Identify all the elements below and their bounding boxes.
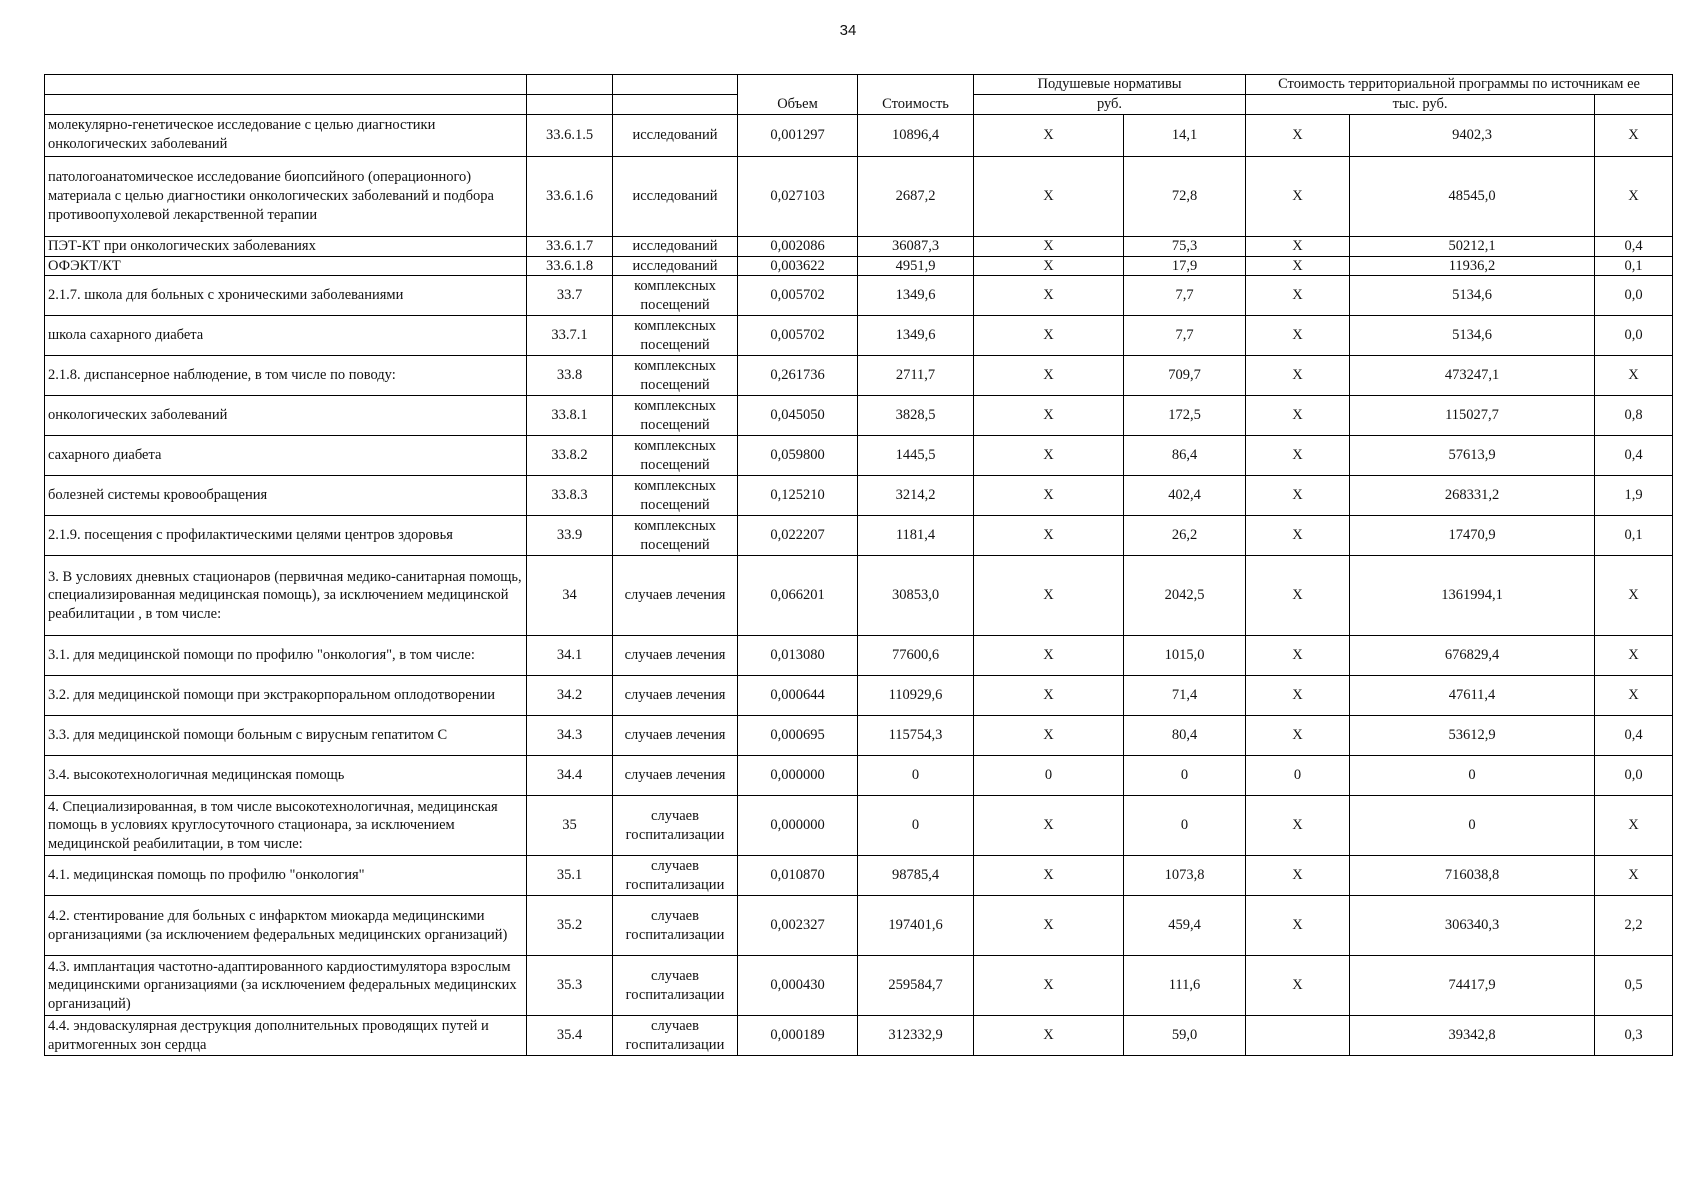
row-name: 3. В условиях дневных стационаров (первичная медико-санитарная помощь, специализированная медицинская помощь), за исключением медицинской реабилитации , в том числе: (45, 556, 527, 636)
row-territorial-3: 0,3 (1595, 1016, 1673, 1056)
table-row (45, 896, 1673, 956)
row-unit: случаев лечения (613, 636, 738, 676)
row-territorial-3: 0,1 (1595, 516, 1673, 556)
row-cost: 1181,4 (858, 516, 974, 556)
row-code: 33.6.1.7 (527, 236, 613, 256)
row-territorial-2: 676829,4 (1350, 636, 1595, 676)
row-unit: комплексных посещений (613, 396, 738, 436)
normatives-table (44, 74, 1673, 1056)
row-code: 33.9 (527, 516, 613, 556)
row-name: 4.1. медицинская помощь по профилю "онкология" (45, 856, 527, 896)
row-territorial-3: 2,2 (1595, 896, 1673, 956)
row-per-capita-1: Х (974, 256, 1124, 276)
row-unit: случаев лечения (613, 756, 738, 796)
row-name: 3.2. для медицинской помощи при экстракорпоральном оплодотворении (45, 676, 527, 716)
row-unit: исследований (613, 114, 738, 156)
row-volume: 0,059800 (738, 436, 858, 476)
row-per-capita-1: Х (974, 276, 1124, 316)
table-row (45, 396, 1673, 436)
row-per-capita-1: Х (974, 476, 1124, 516)
row-unit: случаев лечения (613, 556, 738, 636)
row-volume: 0,002327 (738, 896, 858, 956)
row-code: 35.2 (527, 896, 613, 956)
row-per-capita-1: Х (974, 156, 1124, 236)
row-code: 35.3 (527, 956, 613, 1016)
row-per-capita-1: Х (974, 436, 1124, 476)
row-code: 33.6.1.6 (527, 156, 613, 236)
row-territorial-1: Х (1246, 856, 1350, 896)
row-unit: комплексных посещений (613, 476, 738, 516)
table-row (45, 156, 1673, 236)
row-name: 2.1.9. посещения с профилактическими целями центров здоровья (45, 516, 527, 556)
row-territorial-1: Х (1246, 956, 1350, 1016)
row-per-capita-2: 14,1 (1124, 114, 1246, 156)
row-per-capita-2: 26,2 (1124, 516, 1246, 556)
table-row (45, 516, 1673, 556)
row-name: сахарного диабета (45, 436, 527, 476)
row-per-capita-2: 709,7 (1124, 356, 1246, 396)
row-unit: случаев госпитализации (613, 856, 738, 896)
row-per-capita-1: Х (974, 396, 1124, 436)
row-territorial-2: 306340,3 (1350, 896, 1595, 956)
row-territorial-3: Х (1595, 676, 1673, 716)
row-volume: 0,261736 (738, 356, 858, 396)
row-code: 33.8.2 (527, 436, 613, 476)
row-territorial-1: Х (1246, 356, 1350, 396)
row-per-capita-2: 0 (1124, 796, 1246, 856)
table-row (45, 436, 1673, 476)
row-volume: 0,125210 (738, 476, 858, 516)
row-territorial-2: 50212,1 (1350, 236, 1595, 256)
row-territorial-3: Х (1595, 114, 1673, 156)
table-row (45, 236, 1673, 256)
row-per-capita-1: Х (974, 796, 1124, 856)
row-territorial-1: Х (1246, 276, 1350, 316)
row-per-capita-2: 80,4 (1124, 716, 1246, 756)
row-per-capita-1: Х (974, 1016, 1124, 1056)
row-code: 34.4 (527, 756, 613, 796)
row-territorial-1: Х (1246, 636, 1350, 676)
header-volume: Объем (738, 75, 858, 115)
row-cost: 77600,6 (858, 636, 974, 676)
row-code: 33.8 (527, 356, 613, 396)
header-per-capita: Подушевые нормативы (974, 75, 1246, 95)
row-volume: 0,000000 (738, 756, 858, 796)
row-volume: 0,066201 (738, 556, 858, 636)
row-territorial-2: 9402,3 (1350, 114, 1595, 156)
row-unit: исследований (613, 156, 738, 236)
row-cost: 1349,6 (858, 316, 974, 356)
row-code: 34.2 (527, 676, 613, 716)
row-territorial-3: 1,9 (1595, 476, 1673, 516)
row-per-capita-2: 75,3 (1124, 236, 1246, 256)
row-cost: 1445,5 (858, 436, 974, 476)
row-cost: 10896,4 (858, 114, 974, 156)
row-territorial-1: Х (1246, 256, 1350, 276)
row-volume: 0,005702 (738, 316, 858, 356)
row-per-capita-2: 17,9 (1124, 256, 1246, 276)
row-territorial-1: Х (1246, 796, 1350, 856)
row-per-capita-1: Х (974, 236, 1124, 256)
row-code: 34.1 (527, 636, 613, 676)
row-territorial-1: Х (1246, 396, 1350, 436)
row-volume: 0,013080 (738, 636, 858, 676)
row-unit: комплексных посещений (613, 276, 738, 316)
row-cost: 2687,2 (858, 156, 974, 236)
row-per-capita-1: Х (974, 896, 1124, 956)
row-per-capita-2: 0 (1124, 756, 1246, 796)
row-territorial-1: Х (1246, 476, 1350, 516)
row-unit: комплексных посещений (613, 316, 738, 356)
table-header-row-1 (45, 75, 1673, 95)
table-row (45, 856, 1673, 896)
row-territorial-3: 0,0 (1595, 316, 1673, 356)
row-cost: 259584,7 (858, 956, 974, 1016)
row-territorial-1: Х (1246, 676, 1350, 716)
row-territorial-3: 0,0 (1595, 756, 1673, 796)
row-volume: 0,000430 (738, 956, 858, 1016)
row-territorial-2: 5134,6 (1350, 276, 1595, 316)
table-row (45, 356, 1673, 396)
row-territorial-1: Х (1246, 516, 1350, 556)
row-territorial-3: Х (1595, 356, 1673, 396)
row-code: 35.4 (527, 1016, 613, 1056)
row-per-capita-1: Х (974, 114, 1124, 156)
row-territorial-3: 0,0 (1595, 276, 1673, 316)
row-per-capita-1: Х (974, 716, 1124, 756)
row-territorial-3: Х (1595, 636, 1673, 676)
row-name: 2.1.8. диспансерное наблюдение, в том числе по поводу: (45, 356, 527, 396)
row-volume: 0,001297 (738, 114, 858, 156)
table-row (45, 476, 1673, 516)
row-name: ПЭТ-КТ при онкологических заболеваниях (45, 236, 527, 256)
table-row (45, 556, 1673, 636)
row-name: молекулярно-генетическое исследование с целью диагностики онкологических заболеваний (45, 114, 527, 156)
row-code: 33.8.1 (527, 396, 613, 436)
row-name: болезней системы кровообращения (45, 476, 527, 516)
row-territorial-3: 0,4 (1595, 436, 1673, 476)
row-cost: 2711,7 (858, 356, 974, 396)
row-unit: случаев лечения (613, 676, 738, 716)
row-territorial-1: Х (1246, 156, 1350, 236)
row-unit: исследований (613, 236, 738, 256)
row-territorial-2: 268331,2 (1350, 476, 1595, 516)
row-code: 35.1 (527, 856, 613, 896)
row-cost: 3214,2 (858, 476, 974, 516)
row-per-capita-1: Х (974, 636, 1124, 676)
row-name: школа сахарного диабета (45, 316, 527, 356)
table-row (45, 114, 1673, 156)
table-row (45, 716, 1673, 756)
row-territorial-1: Х (1246, 896, 1350, 956)
row-volume: 0,000000 (738, 796, 858, 856)
row-territorial-1: Х (1246, 114, 1350, 156)
row-unit: комплексных посещений (613, 356, 738, 396)
row-per-capita-1: 0 (974, 756, 1124, 796)
row-territorial-2: 17470,9 (1350, 516, 1595, 556)
row-per-capita-1: Х (974, 856, 1124, 896)
table-row (45, 956, 1673, 1016)
row-territorial-3: 0,4 (1595, 716, 1673, 756)
row-territorial-2: 716038,8 (1350, 856, 1595, 896)
row-volume: 0,003622 (738, 256, 858, 276)
row-territorial-2: 39342,8 (1350, 1016, 1595, 1056)
table-row (45, 276, 1673, 316)
row-cost: 110929,6 (858, 676, 974, 716)
row-unit: исследований (613, 256, 738, 276)
row-territorial-3: Х (1595, 156, 1673, 236)
header-territorial: Стоимость территориальной программы по источникам ее (1246, 75, 1673, 95)
row-code: 33.8.3 (527, 476, 613, 516)
row-name: патологоанатомическое исследование биопсийного (операционного) материала с целью диагностики онкологических заболеваний и подбора противоопухолевой лекарственной терапии (45, 156, 527, 236)
row-territorial-3: Х (1595, 796, 1673, 856)
row-name: 4. Специализированная, в том числе высокотехнологичная, медицинская помощь в условиях круглосуточного стационара, за исключением медицинской реабилитации, в том числе: (45, 796, 527, 856)
row-cost: 0 (858, 796, 974, 856)
row-per-capita-1: Х (974, 356, 1124, 396)
row-cost: 98785,4 (858, 856, 974, 896)
row-cost: 312332,9 (858, 1016, 974, 1056)
row-territorial-1: Х (1246, 556, 1350, 636)
row-per-capita-2: 7,7 (1124, 316, 1246, 356)
row-unit: случаев госпитализации (613, 1016, 738, 1056)
row-per-capita-2: 402,4 (1124, 476, 1246, 516)
header-cost: Стоимость (858, 75, 974, 115)
row-volume: 0,002086 (738, 236, 858, 256)
row-name: 4.2. стентирование для больных с инфарктом миокарда медицинскими организациями (за исключением федеральных медицинских организаций) (45, 896, 527, 956)
row-cost: 197401,6 (858, 896, 974, 956)
row-cost: 0 (858, 756, 974, 796)
row-territorial-2: 0 (1350, 756, 1595, 796)
row-name: 3.3. для медицинской помощи больным с вирусным гепатитом С (45, 716, 527, 756)
row-territorial-1 (1246, 1016, 1350, 1056)
row-code: 34 (527, 556, 613, 636)
row-unit: случаев госпитализации (613, 896, 738, 956)
row-per-capita-2: 1073,8 (1124, 856, 1246, 896)
row-cost: 3828,5 (858, 396, 974, 436)
row-cost: 36087,3 (858, 236, 974, 256)
row-per-capita-2: 111,6 (1124, 956, 1246, 1016)
row-territorial-3: 0,4 (1595, 236, 1673, 256)
row-code: 33.7 (527, 276, 613, 316)
table-row (45, 796, 1673, 856)
row-territorial-2: 473247,1 (1350, 356, 1595, 396)
row-territorial-1: Х (1246, 316, 1350, 356)
row-code: 33.6.1.5 (527, 114, 613, 156)
row-territorial-2: 1361994,1 (1350, 556, 1595, 636)
row-per-capita-1: Х (974, 956, 1124, 1016)
row-cost: 4951,9 (858, 256, 974, 276)
page-number: 34 (839, 22, 857, 39)
row-territorial-3: 0,8 (1595, 396, 1673, 436)
row-unit: случаев госпитализации (613, 796, 738, 856)
row-name: онкологических заболеваний (45, 396, 527, 436)
table-row (45, 636, 1673, 676)
header-territorial-unit: тыс. руб. (1246, 94, 1595, 114)
table-row (45, 756, 1673, 796)
row-per-capita-1: Х (974, 556, 1124, 636)
row-per-capita-1: Х (974, 516, 1124, 556)
row-territorial-2: 57613,9 (1350, 436, 1595, 476)
table-row (45, 316, 1673, 356)
row-per-capita-2: 59,0 (1124, 1016, 1246, 1056)
row-territorial-1: Х (1246, 436, 1350, 476)
row-territorial-1: 0 (1246, 756, 1350, 796)
row-volume: 0,027103 (738, 156, 858, 236)
row-territorial-2: 0 (1350, 796, 1595, 856)
row-territorial-3: 0,5 (1595, 956, 1673, 1016)
row-name: 3.4. высокотехнологичная медицинская помощь (45, 756, 527, 796)
row-per-capita-2: 1015,0 (1124, 636, 1246, 676)
row-unit: комплексных посещений (613, 436, 738, 476)
row-volume: 0,005702 (738, 276, 858, 316)
row-unit: случаев лечения (613, 716, 738, 756)
table-row (45, 256, 1673, 276)
row-volume: 0,000695 (738, 716, 858, 756)
row-name: 4.3. имплантация частотно-адаптированного кардиостимулятора взрослым медицинскими организациями (за исключением федеральных медицинских организаций) (45, 956, 527, 1016)
row-volume: 0,045050 (738, 396, 858, 436)
row-code: 34.3 (527, 716, 613, 756)
row-cost: 115754,3 (858, 716, 974, 756)
row-per-capita-2: 86,4 (1124, 436, 1246, 476)
row-territorial-3: Х (1595, 556, 1673, 636)
row-unit: случаев госпитализации (613, 956, 738, 1016)
row-territorial-2: 115027,7 (1350, 396, 1595, 436)
row-per-capita-2: 459,4 (1124, 896, 1246, 956)
row-territorial-2: 47611,4 (1350, 676, 1595, 716)
row-volume: 0,000189 (738, 1016, 858, 1056)
row-cost: 30853,0 (858, 556, 974, 636)
row-per-capita-2: 2042,5 (1124, 556, 1246, 636)
table-row (45, 1016, 1673, 1056)
row-code: 33.7.1 (527, 316, 613, 356)
header-per-capita-unit: руб. (974, 94, 1246, 114)
row-territorial-1: Х (1246, 716, 1350, 756)
row-per-capita-2: 72,8 (1124, 156, 1246, 236)
row-volume: 0,022207 (738, 516, 858, 556)
row-per-capita-1: Х (974, 676, 1124, 716)
row-name: ОФЭКТ/КТ (45, 256, 527, 276)
row-cost: 1349,6 (858, 276, 974, 316)
row-volume: 0,010870 (738, 856, 858, 896)
row-code: 35 (527, 796, 613, 856)
row-territorial-2: 11936,2 (1350, 256, 1595, 276)
row-per-capita-2: 7,7 (1124, 276, 1246, 316)
row-territorial-3: Х (1595, 856, 1673, 896)
row-per-capita-2: 172,5 (1124, 396, 1246, 436)
row-volume: 0,000644 (738, 676, 858, 716)
row-name: 4.4. эндоваскулярная деструкция дополнительных проводящих путей и аритмогенных зон сердца (45, 1016, 527, 1056)
row-unit: комплексных посещений (613, 516, 738, 556)
row-per-capita-1: Х (974, 316, 1124, 356)
row-territorial-1: Х (1246, 236, 1350, 256)
row-name: 3.1. для медицинской помощи по профилю "онкология", в том числе: (45, 636, 527, 676)
row-code: 33.6.1.8 (527, 256, 613, 276)
row-territorial-2: 48545,0 (1350, 156, 1595, 236)
row-territorial-2: 53612,9 (1350, 716, 1595, 756)
row-name: 2.1.7. школа для больных с хроническими заболеваниями (45, 276, 527, 316)
row-territorial-3: 0,1 (1595, 256, 1673, 276)
row-territorial-2: 5134,6 (1350, 316, 1595, 356)
row-per-capita-2: 71,4 (1124, 676, 1246, 716)
table-row (45, 676, 1673, 716)
row-territorial-2: 74417,9 (1350, 956, 1595, 1016)
